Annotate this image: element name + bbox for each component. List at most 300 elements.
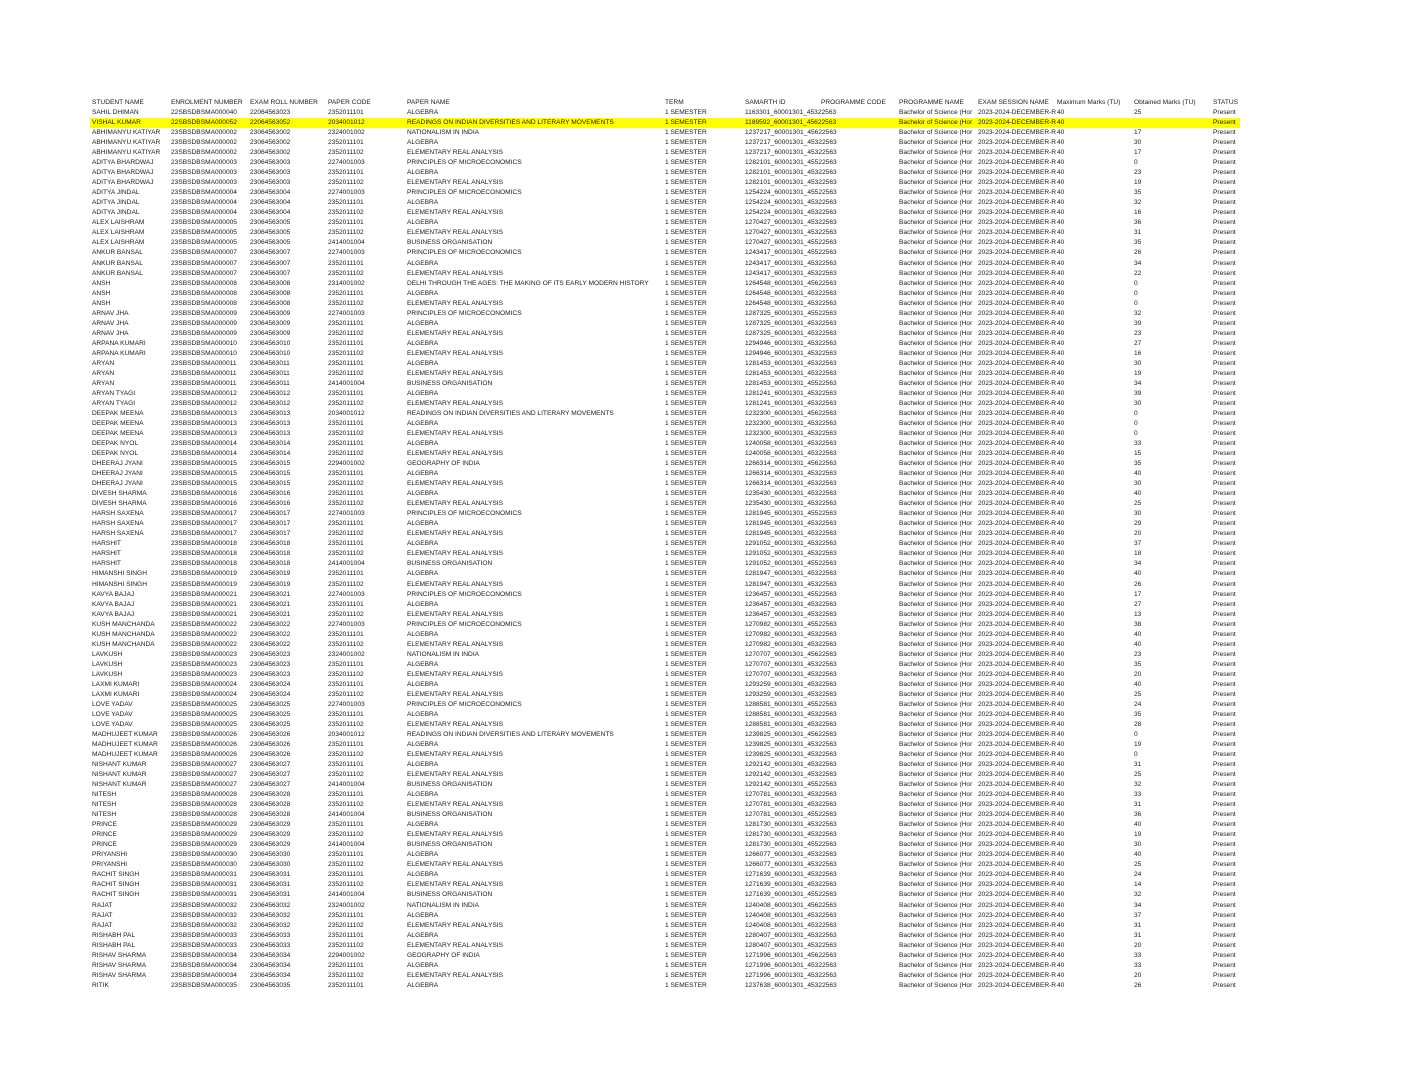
table-cell: 23SBSDBSMA000023 — [171, 650, 237, 658]
table-cell: ALGEBRA — [407, 600, 439, 608]
table-cell: ALGEBRA — [407, 761, 439, 769]
table-cell: 2352011101 — [328, 570, 364, 578]
table-cell: SAHIL DHIMAN — [92, 109, 139, 117]
table-cell: 2023-2024-DECEMBER-R — [978, 409, 1057, 417]
table-row — [90, 269, 1240, 279]
table-cell: Bachelor of Science (Hor — [899, 680, 973, 688]
table-cell: 40 — [1057, 500, 1065, 508]
table-cell: Present — [1213, 470, 1236, 478]
table-cell: RACHIT SINGH — [92, 891, 140, 899]
table-cell: 2274001003 — [328, 510, 365, 518]
table-cell: 2352011102 — [328, 610, 364, 618]
table-cell: 23SBSDBSMA000021 — [171, 610, 237, 618]
table-cell: 23064563031 — [250, 871, 291, 879]
table-cell: 2352011102 — [328, 690, 364, 698]
table-cell: 2324001002 — [328, 901, 365, 909]
table-cell: 1 SEMESTER — [665, 570, 707, 578]
table-row — [90, 640, 1240, 650]
table-cell: 2023-2024-DECEMBER-R — [978, 289, 1057, 297]
table-cell: 1 SEMESTER — [665, 309, 707, 317]
table-cell: NISHANT KUMAR — [92, 781, 147, 789]
table-cell: HIMANSHI SINGH — [92, 580, 147, 588]
table-cell: 2023-2024-DECEMBER-R — [978, 440, 1057, 448]
table-cell: NATIONALISM IN INDIA — [407, 129, 480, 137]
table-cell: 1264548_60001301_45622563 — [745, 279, 837, 287]
table-cell: Bachelor of Science (Hor — [899, 149, 973, 157]
table-cell: 1281453_60001301_45522563 — [745, 379, 837, 387]
table-cell: 2023-2024-DECEMBER-R — [978, 851, 1057, 859]
table-cell: ABHIMANYU KATIYAR — [92, 129, 161, 137]
table-cell: Present — [1213, 309, 1236, 317]
table-cell: 1243417_60001301_45322563 — [745, 259, 837, 267]
table-cell: ELEMENTARY REAL ANALYSIS — [407, 861, 504, 869]
table-cell: 1235430_60001301_45322563 — [745, 500, 837, 508]
table-cell: ELEMENTARY REAL ANALYSIS — [407, 831, 504, 839]
table-cell: 1 SEMESTER — [665, 710, 707, 718]
table-cell: ELEMENTARY REAL ANALYSIS — [407, 430, 504, 438]
table-cell: 2023-2024-DECEMBER-R — [978, 119, 1057, 127]
table-cell: 23SBSDBSMA000024 — [171, 690, 237, 698]
table-cell: 40 — [1057, 209, 1065, 217]
table-cell: ELEMENTARY REAL ANALYSIS — [407, 640, 504, 648]
table-cell: 1292142_60001301_45322563 — [745, 761, 837, 769]
table-cell: 1 SEMESTER — [665, 961, 707, 969]
table-cell: PRINCE — [92, 831, 117, 839]
table-cell: 38 — [1134, 620, 1142, 628]
table-cell: 2034001012 — [328, 119, 365, 127]
table-cell: 1243417_60001301_45522563 — [745, 249, 837, 257]
table-cell: 17 — [1134, 590, 1142, 598]
table-row — [90, 459, 1240, 469]
table-cell: 23064563023 — [250, 660, 291, 668]
table-cell: 23SBSDBSMA000035 — [171, 981, 237, 989]
table-cell: 23064563019 — [250, 570, 291, 578]
table-cell: 40 — [1057, 259, 1065, 267]
table-cell: 33 — [1134, 791, 1142, 799]
table-cell: PRINCIPLES OF MICROECONOMICS — [407, 510, 522, 518]
table-row — [90, 590, 1240, 600]
table-cell: 23064563018 — [250, 540, 291, 548]
table-cell: 2023-2024-DECEMBER-R — [978, 480, 1057, 488]
table-cell: 2023-2024-DECEMBER-R — [978, 249, 1057, 257]
table-cell: 2023-2024-DECEMBER-R — [978, 630, 1057, 638]
table-cell: 2023-2024-DECEMBER-R — [978, 971, 1057, 979]
table-cell: 1 SEMESTER — [665, 420, 707, 427]
table-cell: ALGEBRA — [407, 741, 439, 748]
table-cell: ARNAV JHA — [92, 309, 129, 317]
table-cell: HARSH SAXENA — [92, 530, 144, 538]
table-cell: 2352011102 — [328, 349, 364, 357]
table-cell: 23064563028 — [250, 811, 291, 819]
table-cell: 40 — [1057, 349, 1065, 357]
table-cell: 2023-2024-DECEMBER-R — [978, 911, 1057, 919]
table-cell: 23064563010 — [250, 339, 291, 347]
table-cell: 40 — [1057, 309, 1065, 317]
table-cell: Bachelor of Science (Hor — [899, 951, 973, 959]
table-row — [90, 469, 1240, 479]
table-cell: 2023-2024-DECEMBER-R — [978, 730, 1057, 738]
col-exam-roll-number: EXAM ROLL NUMBER — [250, 99, 318, 106]
table-cell: 2023-2024-DECEMBER-R — [978, 660, 1057, 668]
table-cell: ELEMENTARY REAL ANALYSIS — [407, 881, 504, 889]
table-cell: 1 SEMESTER — [665, 219, 707, 227]
table-cell: 1 SEMESTER — [665, 781, 707, 789]
table-cell: 2324001002 — [328, 650, 365, 658]
table-cell: Present — [1213, 590, 1236, 598]
table-cell: 40 — [1134, 570, 1142, 578]
table-cell: VISHAL KUMAR — [92, 119, 141, 127]
table-cell: Present — [1213, 720, 1236, 728]
table-cell: 23SBSDBSMA000004 — [171, 189, 237, 197]
table-cell: 40 — [1057, 560, 1065, 568]
table-cell: Present — [1213, 861, 1236, 869]
table-cell: Present — [1213, 490, 1236, 498]
table-cell: 40 — [1134, 490, 1142, 498]
table-cell: 2023-2024-DECEMBER-R — [978, 299, 1057, 307]
table-cell: 2352011101 — [328, 520, 364, 528]
table-cell: 1 SEMESTER — [665, 791, 707, 799]
table-cell: 23064563029 — [250, 831, 291, 839]
table-row — [90, 559, 1240, 569]
table-cell: Present — [1213, 971, 1236, 979]
table-cell: 40 — [1134, 851, 1142, 859]
table-cell: 23064563032 — [250, 911, 291, 919]
table-cell: 1 SEMESTER — [665, 510, 707, 518]
table-row — [90, 279, 1240, 289]
table-cell: 1270707_60001301_45322563 — [745, 660, 837, 668]
table-row — [90, 890, 1240, 900]
table-cell: 1 SEMESTER — [665, 470, 707, 478]
table-cell: 0 — [1134, 409, 1138, 417]
table-cell: Present — [1213, 961, 1236, 969]
table-cell: ARYAN TYAGI — [92, 399, 136, 407]
table-cell: 1292142_60001301_45522563 — [745, 781, 837, 789]
table-cell: 1237217_60001301_45322563 — [745, 139, 837, 147]
table-cell: ALGEBRA — [407, 540, 439, 548]
table-cell: 33 — [1134, 440, 1142, 448]
table-cell: 2352011102 — [328, 831, 364, 839]
table-cell: 40 — [1057, 119, 1065, 127]
table-cell: 40 — [1057, 720, 1065, 728]
table-cell: 17 — [1134, 149, 1142, 157]
table-cell: 40 — [1057, 951, 1065, 959]
table-row — [90, 509, 1240, 519]
table-cell: 0 — [1134, 430, 1138, 438]
table-cell: 2352011101 — [328, 319, 364, 327]
table-cell: 2023-2024-DECEMBER-R — [978, 620, 1057, 628]
table-cell: 40 — [1057, 470, 1065, 478]
col-student-name: STUDENT NAME — [92, 99, 144, 106]
table-cell: 1 SEMESTER — [665, 771, 707, 779]
table-cell: 2023-2024-DECEMBER-R — [978, 209, 1057, 217]
table-cell: 1270427_60001301_45322563 — [745, 219, 837, 227]
table-cell: 26 — [1134, 981, 1142, 989]
table-cell: Bachelor of Science (Hor — [899, 801, 973, 809]
table-cell: Bachelor of Science (Hor — [899, 620, 973, 628]
table-cell: 1288581_60001301_45522563 — [745, 700, 837, 708]
table-cell: 23SBSDBSMA000026 — [171, 741, 237, 748]
table-cell: Bachelor of Science (Hor — [899, 450, 973, 458]
table-cell: 26 — [1134, 580, 1142, 588]
table-cell: DEEPAK NYOL — [92, 450, 139, 458]
table-cell: Bachelor of Science (Hor — [899, 460, 973, 468]
table-cell: Bachelor of Science (Hor — [899, 771, 973, 779]
table-cell: 1264548_60001301_45322563 — [745, 289, 837, 297]
table-cell: ADITYA JINDAL — [92, 209, 140, 217]
table-cell: 23064563012 — [250, 389, 291, 397]
table-cell: ELEMENTARY REAL ANALYSIS — [407, 269, 504, 277]
table-row — [90, 218, 1240, 228]
table-cell: 40 — [1057, 289, 1065, 297]
table-cell: HARSHIT — [92, 560, 121, 568]
table-cell: 23064563026 — [250, 751, 291, 759]
table-cell: 23 — [1134, 650, 1142, 658]
table-cell: 23064563010 — [250, 349, 291, 357]
table-cell: 1293259_60001301_45322563 — [745, 680, 837, 688]
table-cell: 20 — [1134, 941, 1142, 949]
table-cell: 0 — [1134, 279, 1138, 287]
col-exam-session-name: EXAM SESSION NAME — [978, 99, 1049, 106]
table-cell: Present — [1213, 620, 1236, 628]
table-cell: 30 — [1134, 480, 1142, 488]
table-cell: READINGS ON INDIAN DIVERSITIES AND LITERARY MOVEMENTS — [407, 409, 614, 417]
table-cell: KAVYA BAJAJ — [92, 590, 135, 598]
table-cell: Bachelor of Science (Hor — [899, 179, 973, 187]
table-cell: Bachelor of Science (Hor — [899, 259, 973, 267]
table-cell: 2023-2024-DECEMBER-R — [978, 189, 1057, 197]
table-cell: Bachelor of Science (Hor — [899, 660, 973, 668]
table-cell: 23064563025 — [250, 710, 291, 718]
table-cell: 35 — [1134, 189, 1142, 197]
table-cell: 1 SEMESTER — [665, 951, 707, 959]
table-cell: 2274001003 — [328, 249, 365, 257]
table-cell: 37 — [1134, 911, 1142, 919]
table-cell: 2324001002 — [328, 129, 365, 137]
table-cell: 1271639_60001301_45522563 — [745, 891, 837, 899]
table-cell: NISHANT KUMAR — [92, 761, 147, 769]
table-cell: 1236457_60001301_45322563 — [745, 600, 837, 608]
table-cell: 0 — [1134, 159, 1138, 167]
table-cell: 1 SEMESTER — [665, 159, 707, 167]
table-cell: 22SBSDBSMA000040 — [171, 109, 237, 117]
table-cell: 2352011102 — [328, 720, 364, 728]
table-cell: 23064563022 — [250, 630, 291, 638]
table-cell: 40 — [1057, 530, 1065, 538]
table-cell: 40 — [1057, 771, 1065, 779]
table-cell: HIMANSHI SINGH — [92, 570, 147, 578]
table-cell: PRINCE — [92, 821, 117, 829]
table-row — [90, 389, 1240, 399]
table-cell: 40 — [1134, 680, 1142, 688]
table-cell: HARSH SAXENA — [92, 510, 144, 518]
table-cell: 2023-2024-DECEMBER-R — [978, 159, 1057, 167]
table-cell: 2023-2024-DECEMBER-R — [978, 149, 1057, 157]
table-cell: 22SBSDBSMA000052 — [171, 119, 237, 127]
table-cell: Present — [1213, 520, 1236, 528]
table-cell: 2274001003 — [328, 309, 365, 317]
table-cell: 2023-2024-DECEMBER-R — [978, 650, 1057, 658]
table-row — [90, 419, 1240, 429]
table-cell: 2414001004 — [328, 781, 365, 789]
table-cell: 1 SEMESTER — [665, 269, 707, 277]
table-cell: ELEMENTARY REAL ANALYSIS — [407, 500, 504, 508]
table-cell: 1 SEMESTER — [665, 921, 707, 929]
table-cell: 2023-2024-DECEMBER-R — [978, 309, 1057, 317]
table-cell: ALGEBRA — [407, 680, 439, 688]
table-cell: Bachelor of Science (Hor — [899, 409, 973, 417]
table-cell: 1270427_60001301_45322563 — [745, 229, 837, 237]
table-row — [90, 961, 1240, 971]
table-cell: Present — [1213, 480, 1236, 488]
table-cell: 40 — [1057, 911, 1065, 919]
table-cell: Bachelor of Science (Hor — [899, 831, 973, 839]
table-cell: 23SBSDBSMA000009 — [171, 309, 237, 317]
table-cell: 1288581_60001301_45322563 — [745, 710, 837, 718]
table-row — [90, 790, 1240, 800]
table-cell: PRIYANSHI — [92, 851, 128, 859]
table-cell: Bachelor of Science (Hor — [899, 399, 973, 407]
table-cell: ALGEBRA — [407, 961, 439, 969]
table-cell: 1 SEMESTER — [665, 450, 707, 458]
table-cell: Present — [1213, 259, 1236, 267]
table-cell: 23064563027 — [250, 761, 291, 769]
table-cell: 23SBSDBSMA000013 — [171, 430, 237, 438]
table-cell: BUSINESS ORGANISATION — [407, 379, 493, 387]
table-cell: LAXMI KUMARI — [92, 680, 140, 688]
table-cell: 34 — [1134, 259, 1142, 267]
table-cell: 2023-2024-DECEMBER-R — [978, 921, 1057, 929]
table-cell: 2352011101 — [328, 871, 364, 879]
table-cell: ALGEBRA — [407, 289, 439, 297]
table-cell: 31 — [1134, 931, 1142, 939]
table-cell: 2023-2024-DECEMBER-R — [978, 329, 1057, 337]
table-cell: PRINCIPLES OF MICROECONOMICS — [407, 249, 522, 257]
table-cell: 40 — [1057, 841, 1065, 849]
table-cell: Bachelor of Science (Hor — [899, 209, 973, 217]
table-cell: 2023-2024-DECEMBER-R — [978, 981, 1057, 989]
table-cell: Present — [1213, 891, 1236, 899]
table-row — [90, 630, 1240, 640]
table-cell: ANKUR BANSAL — [92, 269, 143, 277]
table-row — [90, 228, 1240, 238]
table-cell: 2023-2024-DECEMBER-R — [978, 399, 1057, 407]
table-cell: 2023-2024-DECEMBER-R — [978, 951, 1057, 959]
table-row — [90, 770, 1240, 780]
table-cell: 23064563009 — [250, 329, 291, 337]
table-cell: 23064563033 — [250, 941, 291, 949]
table-cell: 23SBSDBSMA000019 — [171, 580, 237, 588]
table-cell: RAJAT — [92, 911, 113, 919]
table-cell: Bachelor of Science (Hor — [899, 580, 973, 588]
table-cell: 2023-2024-DECEMBER-R — [978, 169, 1057, 177]
table-cell: 2023-2024-DECEMBER-R — [978, 319, 1057, 327]
table-cell: NATIONALISM IN INDIA — [407, 901, 480, 909]
table-cell: 23064563008 — [250, 299, 291, 307]
table-cell: 1254224_60001301_45322563 — [745, 199, 837, 207]
table-cell: Bachelor of Science (Hor — [899, 570, 973, 578]
table-cell: 1 SEMESTER — [665, 550, 707, 558]
table-row — [90, 800, 1240, 810]
table-cell: 2023-2024-DECEMBER-R — [978, 821, 1057, 829]
table-cell: Present — [1213, 269, 1236, 277]
table-cell: Bachelor of Science (Hor — [899, 710, 973, 718]
table-row — [90, 309, 1240, 319]
table-cell: 20 — [1134, 670, 1142, 678]
table-cell: 2352011102 — [328, 971, 364, 979]
table-cell: 23064563013 — [250, 430, 291, 438]
table-cell: 1 SEMESTER — [665, 831, 707, 839]
table-cell: RITIK — [92, 981, 109, 989]
table-cell: 33 — [1134, 961, 1142, 969]
table-cell: 2023-2024-DECEMBER-R — [978, 540, 1057, 548]
table-cell: 40 — [1057, 700, 1065, 708]
table-cell: ALGEBRA — [407, 570, 439, 578]
table-cell: 2352011102 — [328, 530, 364, 538]
table-cell: Present — [1213, 680, 1236, 688]
table-cell: 23064563002 — [250, 139, 291, 147]
table-cell: 1291052_60001301_45522563 — [745, 560, 837, 568]
table-cell: Bachelor of Science (Hor — [899, 109, 973, 117]
table-cell: 16 — [1134, 209, 1142, 217]
table-cell: 1281945_60001301_45522563 — [745, 510, 837, 518]
table-row — [90, 981, 1240, 991]
table-cell: 27 — [1134, 600, 1142, 608]
table-cell: 1282101_60001301_45522563 — [745, 159, 837, 167]
table-cell: 1271639_60001301_45322563 — [745, 871, 837, 879]
table-cell: 23064563021 — [250, 590, 291, 598]
table-cell: DHEERAJ JYANI — [92, 460, 143, 468]
table-cell: 40 — [1057, 600, 1065, 608]
table-cell: 2294001002 — [328, 460, 365, 468]
table-cell: 23064563005 — [250, 239, 291, 247]
table-cell: 2352011101 — [328, 961, 364, 969]
table-cell: 40 — [1057, 299, 1065, 307]
table-cell: 1 SEMESTER — [665, 761, 707, 769]
table-cell: Present — [1213, 139, 1236, 147]
table-cell: Bachelor of Science (Hor — [899, 670, 973, 678]
table-cell: 1 SEMESTER — [665, 730, 707, 738]
table-cell: 2414001004 — [328, 379, 365, 387]
table-cell: Present — [1213, 540, 1236, 548]
table-cell: Present — [1213, 339, 1236, 347]
table-cell: 1240408_60001301_45322563 — [745, 911, 837, 919]
table-cell: 2023-2024-DECEMBER-R — [978, 450, 1057, 458]
table-cell: 23SBSDBSMA000017 — [171, 520, 237, 528]
table-cell: 23SBSDBSMA000031 — [171, 891, 237, 899]
table-cell: 2023-2024-DECEMBER-R — [978, 690, 1057, 698]
table-cell: 2274001003 — [328, 620, 365, 628]
table-cell: 2352011102 — [328, 229, 364, 237]
table-cell: ELEMENTARY REAL ANALYSIS — [407, 690, 504, 698]
table-cell: 23064563026 — [250, 730, 291, 738]
table-cell: 23SBSDBSMA000031 — [171, 871, 237, 879]
table-cell: 2352011101 — [328, 199, 364, 207]
table-cell: 1 SEMESTER — [665, 239, 707, 247]
table-cell: 23064563017 — [250, 530, 291, 538]
table-row — [90, 620, 1240, 630]
table-cell: 1235430_60001301_45322563 — [745, 490, 837, 498]
table-cell: 23SBSDBSMA000002 — [171, 149, 237, 157]
table-cell: Present — [1213, 610, 1236, 618]
table-cell: 40 — [1057, 510, 1065, 518]
table-cell: ALGEBRA — [407, 911, 439, 919]
table-cell: 28 — [1134, 720, 1142, 728]
table-cell: Bachelor of Science (Hor — [899, 309, 973, 317]
table-cell: 1 SEMESTER — [665, 540, 707, 548]
table-row — [90, 730, 1240, 740]
table-cell: 40 — [1057, 741, 1065, 748]
table-cell: 40 — [1057, 480, 1065, 488]
